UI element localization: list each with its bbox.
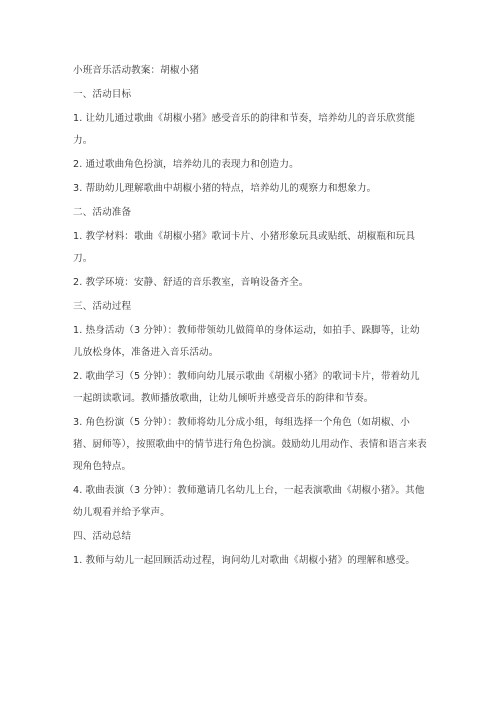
paragraph: 1. 教师与幼儿一起回顾活动过程，询问幼儿对歌曲《胡椒小猪》的理解和感受。 [73, 555, 416, 566]
section-heading: 四、活动总结 [73, 531, 132, 542]
paragraph: 2. 歌曲学习（5 分钟）：教师向幼儿展示歌曲《胡椒小猪》的歌词卡片，带着幼儿一起朗读歌词。教师播放歌曲，让幼儿倾听并感受音乐的韵律和节奏。 [73, 371, 420, 404]
section-heading: 一、活动目标 [73, 89, 132, 100]
document-body [73, 64, 427, 578]
paragraph: 1. 教学材料：歌曲《胡椒小猪》歌词卡片、小猪形象玩具或贴纸、胡椒瓶和玩具刀。 [73, 231, 416, 264]
paragraph: 1. 让幼儿通过歌曲《胡椒小猪》感受音乐的韵律和节奏，培养幼儿的音乐欣赏能力。 [73, 113, 416, 146]
paragraph: 2. 通过歌曲角色扮演，培养幼儿的表现力和创造力。 [73, 159, 299, 170]
paragraph: 3. 角色扮演（5 分钟）：教师将幼儿分成小组，每组选择一个角色（如胡椒、小猪、厨师等），按照歌曲中的情节进行角色扮演。鼓励幼儿用动作、表情和语言来表现角色特点。 [73, 417, 427, 472]
paragraph: 1. 热身活动（3 分钟）：教师带领幼儿做简单的身体运动，如拍手、跺脚等，让幼儿放松身体，准备进入音乐活动。 [73, 325, 420, 358]
paragraph: 2. 教学环境：安静、舒适的音乐教室，音响设备齐全。 [73, 277, 309, 288]
section-heading: 二、活动准备 [73, 207, 132, 218]
paragraph: 3. 帮助幼儿理解歌曲中胡椒小猪的特点，培养幼儿的观察力和想象力。 [73, 183, 377, 194]
section-heading: 三、活动过程 [73, 301, 132, 312]
paragraph: 4. 歌曲表演（3 分钟）：教师邀请几名幼儿上台，一起表演歌曲《胡椒小猪》。其他幼儿观看并给予掌声。 [73, 485, 425, 518]
page-title: 小班音乐活动教案：胡椒小猪 [73, 65, 200, 76]
